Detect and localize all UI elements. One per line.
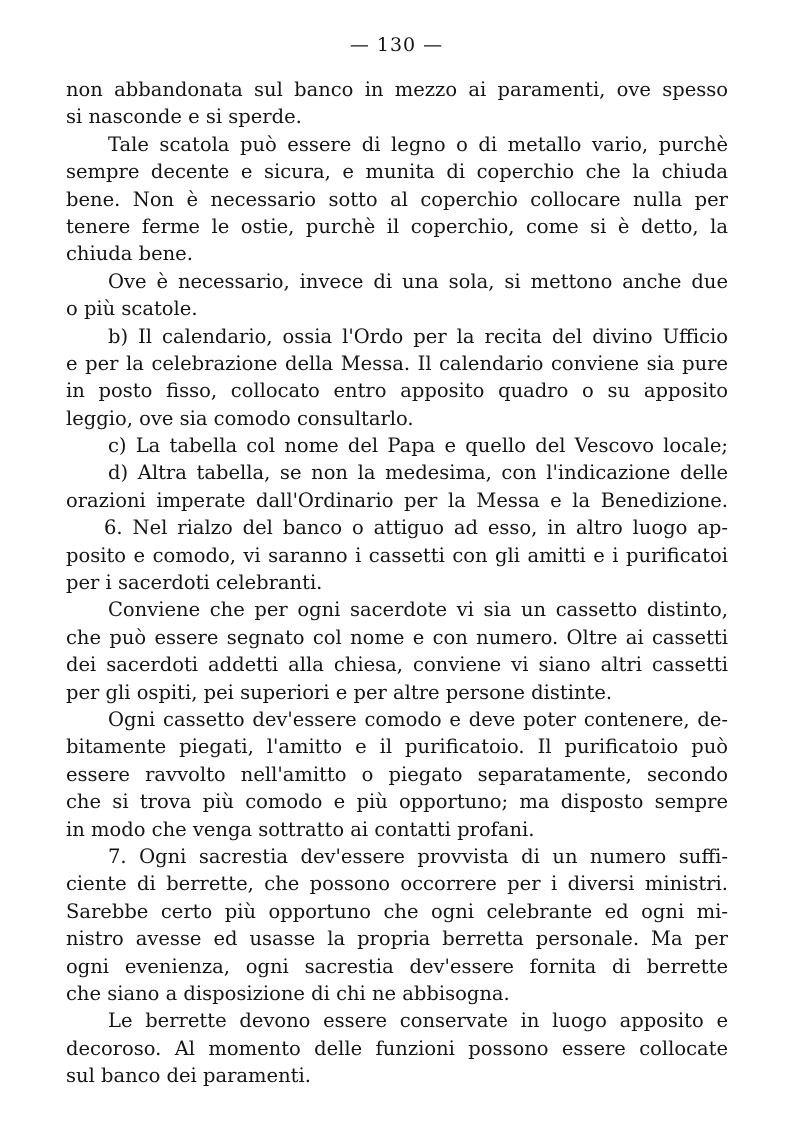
text-line: b) Il calendario, ossia l'Ordo per la recita del divino Ufficio	[108, 324, 728, 348]
text-line: in modo che venga sottratto ai contatti profani.	[66, 817, 535, 841]
text-line: Ogni cassetto dev'essere comodo e deve poter contenere, de-	[108, 707, 728, 731]
text-line: bene. Non è necessario sotto al coperchio collocare nulla per	[66, 187, 728, 211]
text-line: c) La tabella col nome del Papa e quello del Vescovo locale;	[108, 434, 728, 458]
text-line: Tale scatola può essere di legno o di metallo vario, purchè	[108, 132, 728, 156]
text-line: Conviene che per ogni sacerdote vi sia un cassetto distinto,	[108, 598, 728, 622]
text-line: Ove è necessario, invece di una sola, si mettono anche due	[108, 269, 728, 293]
text-line: non abbandonata sul banco in mezzo ai paramenti, ove spesso	[66, 78, 728, 101]
text-line: ciente di berrette, che possono occorrere per i diversi ministri.	[66, 872, 728, 896]
text-line: sul banco dei paramenti.	[66, 1064, 311, 1088]
text-line: sempre decente e sicura, e munita di coperchio che la chiuda	[66, 160, 728, 184]
text-line: che può essere segnato col nome e con numero. Oltre ai cassetti	[66, 625, 728, 649]
text-line: orazioni imperate dall'Ordinario per la Messa e la Benedizione.	[66, 488, 728, 512]
text-line: chiuda bene.	[66, 242, 193, 266]
text-line: 6. Nel rialzo del banco o attiguo ad esso, in altro luogo ap-	[104, 516, 728, 540]
text-line: tenere ferme le ostie, purchè il coperchio, come si è detto, la	[66, 214, 728, 238]
text-line: per i sacerdoti celebranti.	[66, 571, 323, 595]
text-line: che si trova più comodo e più opportuno; ma disposto sempre	[66, 790, 728, 814]
text-line: 7. Ogni sacrestia dev'essere provvista di un numero suffi-	[108, 844, 728, 868]
text-line: in posto fisso, collocato entro apposito quadro o su apposito	[66, 379, 728, 403]
text-line: Sarebbe certo più opportuno che ogni celebrante ed ogni mi-	[66, 899, 728, 923]
text-line: e per la celebrazione della Messa. Il calendario conviene sia pure	[66, 351, 728, 375]
text-line: per gli ospiti, pei superiori e per altre persone distinte.	[66, 680, 613, 704]
body-text	[66, 76, 728, 1089]
text-line: decoroso. Al momento delle funzioni possono essere collocate	[66, 1036, 728, 1060]
text-line: si nasconde e si sperde.	[66, 105, 302, 129]
text-line: che siano a disposizione di chi ne abbisogna.	[66, 981, 510, 1005]
text-line: ogni evenienza, ogni sacrestia dev'essere fornita di berrette	[66, 954, 728, 978]
text-line: leggio, ove sia comodo consultarlo.	[66, 406, 414, 430]
text-line: dei sacerdoti addetti alla chiesa, conviene vi siano altri cassetti	[66, 653, 728, 677]
text-line: bitamente piegati, l'amitto e il purificatoio. Il purificatoio può	[66, 735, 728, 759]
text-line: d) Altra tabella, se non la medesima, con l'indicazione delle	[108, 461, 728, 485]
text-line: posito e comodo, vi saranno i cassetti con gli amitti e i purificatoi	[66, 543, 728, 567]
text-line: essere ravvolto nell'amitto o piegato separatamente, secondo	[66, 762, 728, 786]
page-number: — 130 —	[349, 34, 444, 56]
text-line: nistro avesse ed usasse la propria berretta personale. Ma per	[66, 927, 728, 951]
text-line: Le berrette devono essere conservate in luogo apposito e	[108, 1009, 728, 1033]
text-line: o più scatole.	[66, 297, 198, 321]
